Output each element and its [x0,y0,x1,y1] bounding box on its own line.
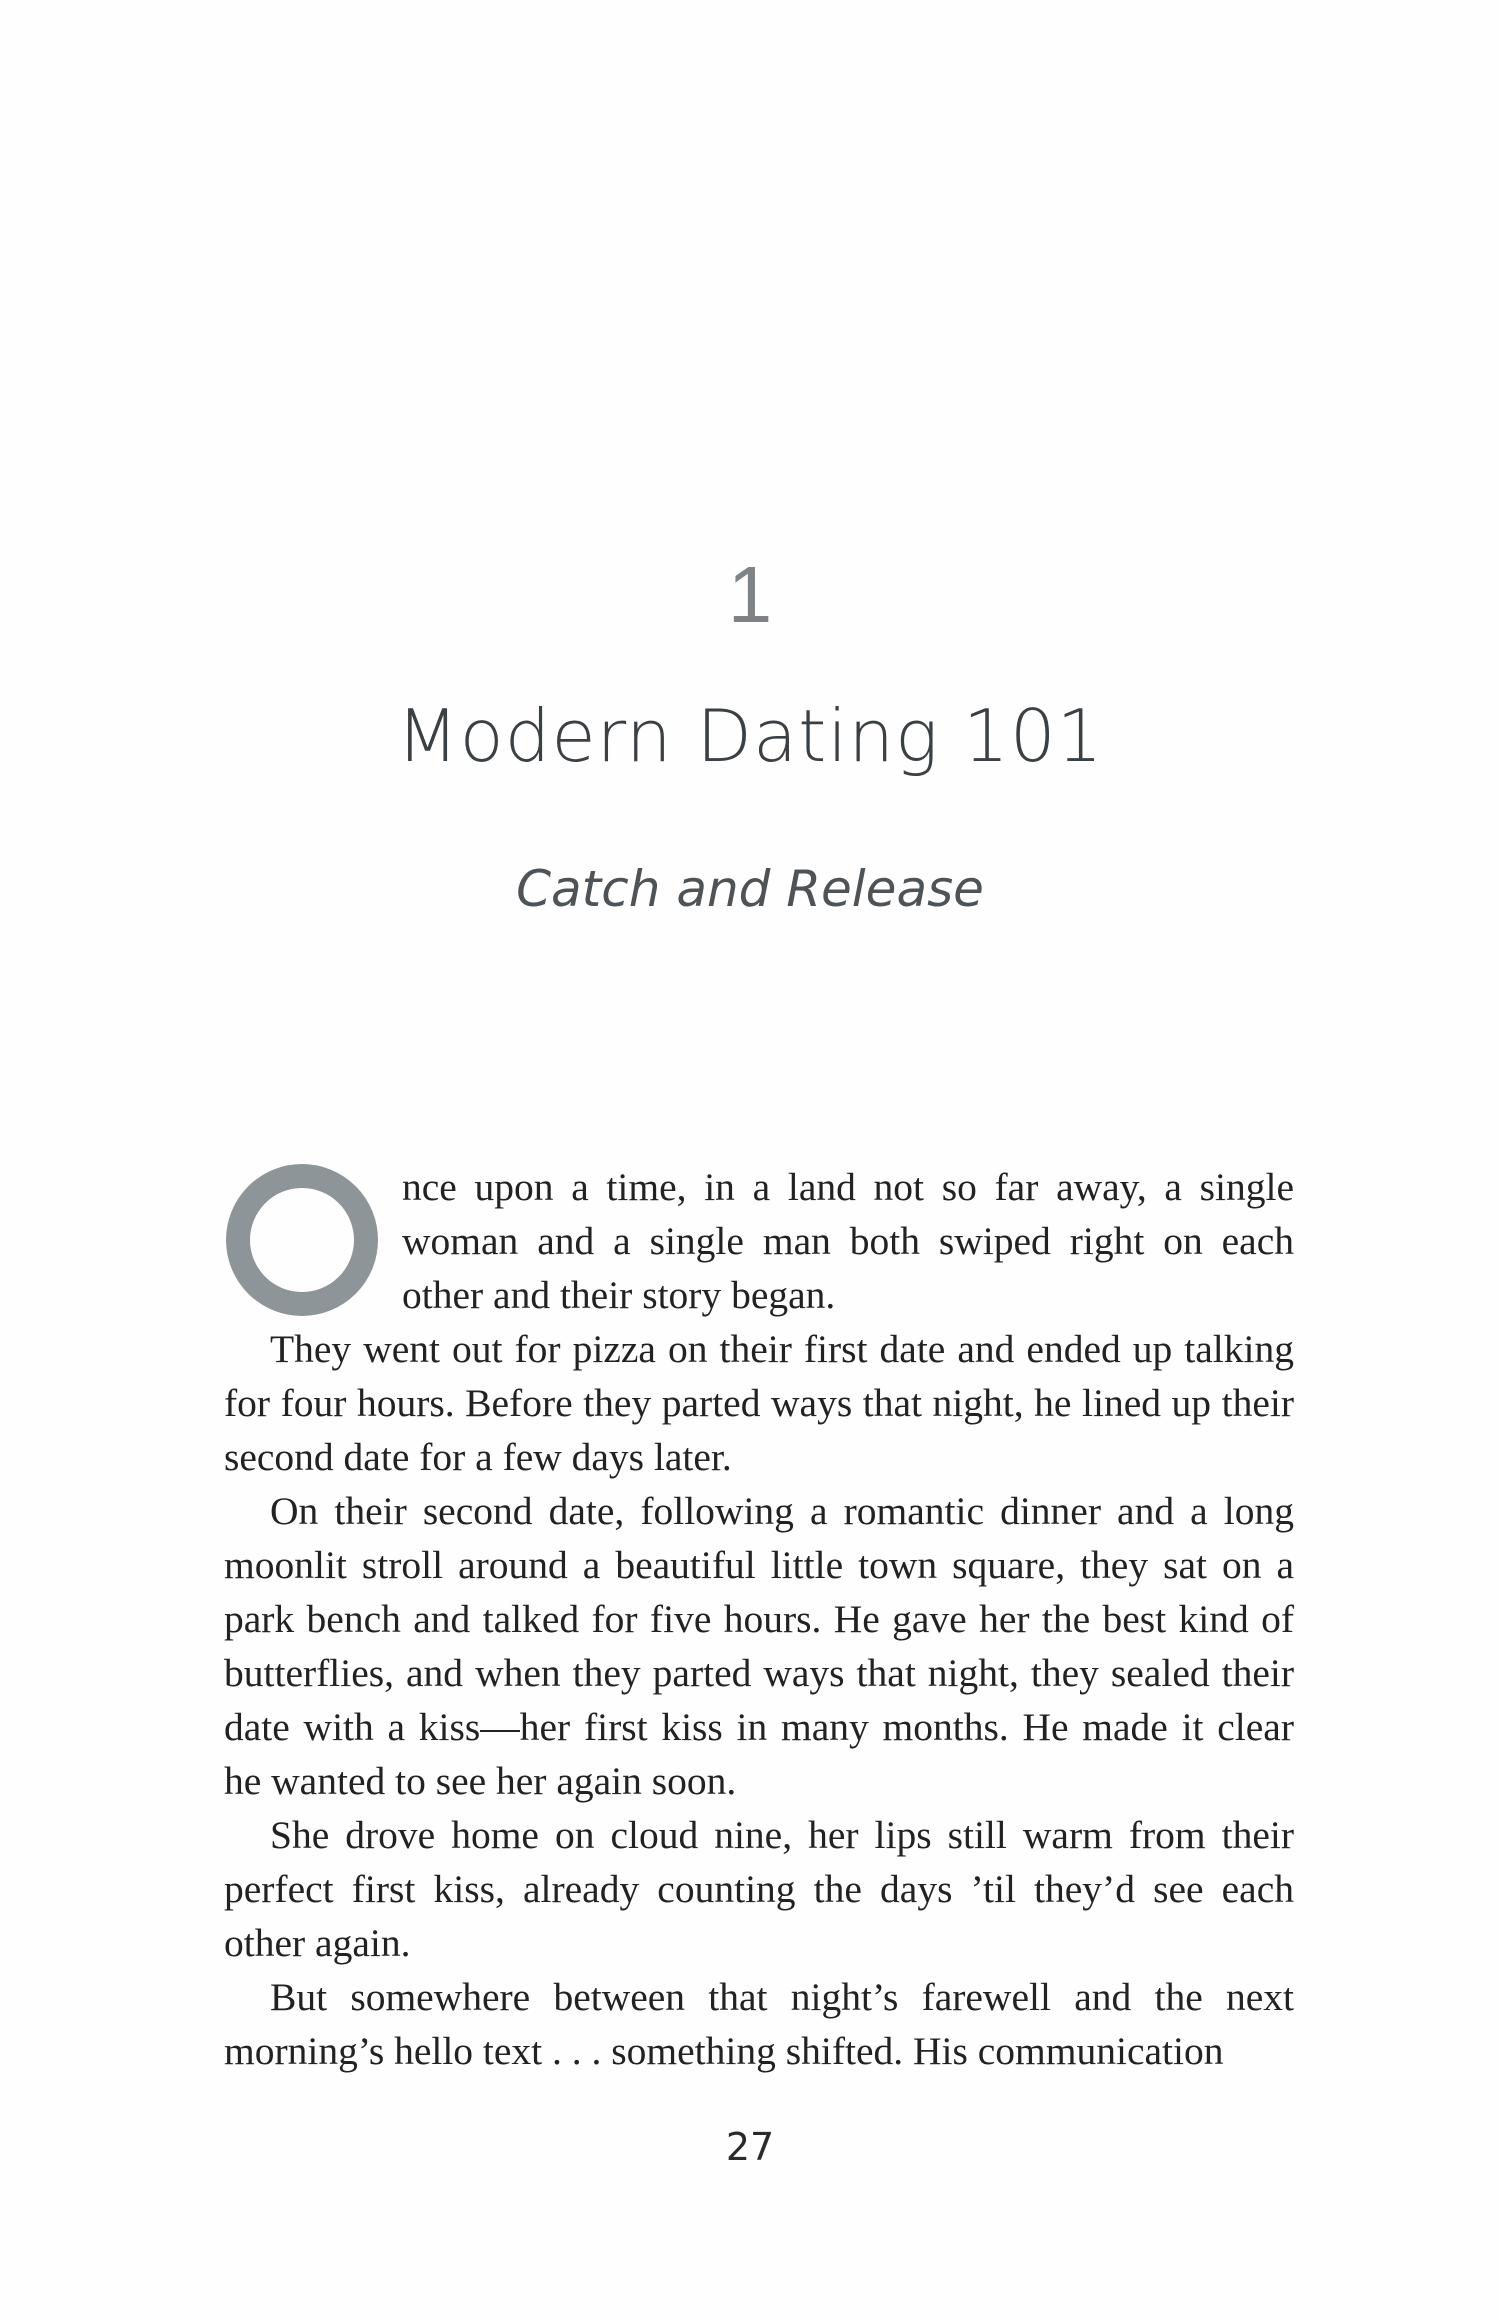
paragraph-5: But somewhere between that night’s farewell and the next morning’s hello text . . . something shifted. His communication [224,1975,1294,2073]
chapter-number: 1 [727,550,773,639]
drop-cap [224,1160,402,1320]
drop-cap-o-shape [224,1160,384,1320]
opening-paragraph [224,1160,1294,1322]
chapter-title: Modern Dating 101 [396,694,1104,778]
chapter-subtitle: Catch and Release [516,860,984,918]
drop-cap-letter [224,1160,225,1161]
paragraph-3: On their second date, following a romantic dinner and a long moonlit stroll around a beautiful little town square, they sat on a park bench and talked for five hours. He gave her the best kind of butterflies, and when they parted ways that night, they sealed their date with a kiss—her first kiss in many months. He made it clear he wanted to see her again soon. [224,1489,1294,1803]
paragraph-4: She drove home on cloud nine, her lips still warm from their perfect first kiss, already counting the days ’til they’d see each other again. [224,1813,1294,1965]
page-number: 27 [725,2125,775,2169]
opening-paragraph-text: nce upon a time, in a land not so far away, a single woman and a single man both swiped right on each other and their story began. [402,1165,1294,1317]
body-text [224,1160,1294,2078]
paragraph-2: They went out for pizza on their first date and ended up talking for four hours. Before they parted ways that night, he lined up their second date for a few days later. [224,1327,1294,1479]
